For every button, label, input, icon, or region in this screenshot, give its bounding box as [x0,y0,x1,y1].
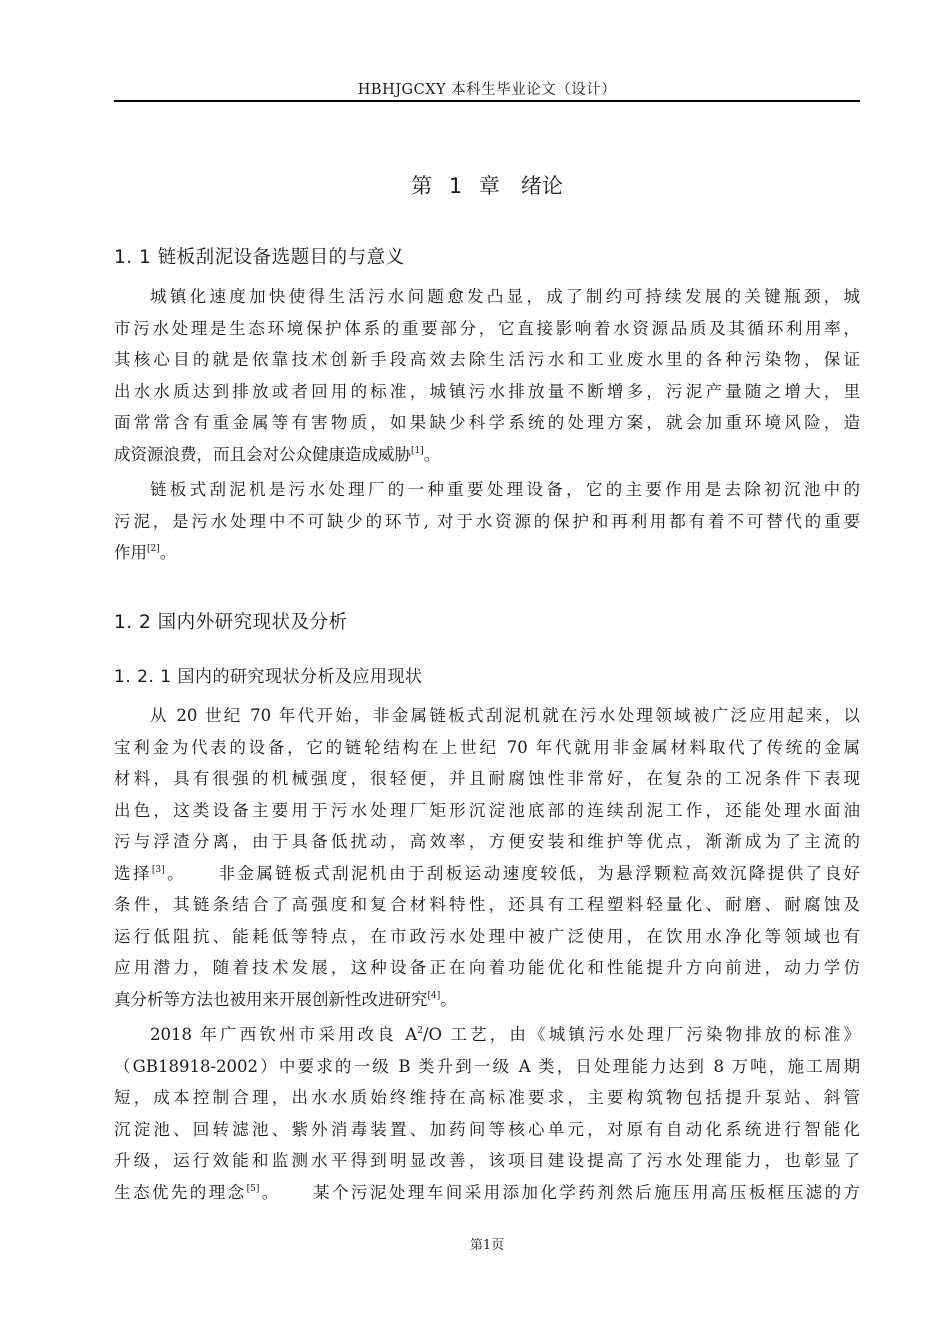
citation-marker: [4] [427,990,441,1001]
citation-marker: [5] [246,1183,260,1194]
section-heading-1-2: 1. 2 国内外研究现状及分析 [114,612,348,633]
text-line: 升级，运行效能和监测水平得到明显改善，该项目建设提高了污水处理能力，也彰显了 [114,1151,860,1170]
text-line [114,984,860,1016]
section-heading-1-2-1: 1. 2. 1 国内的研究现状分析及应用现状 [114,667,423,687]
superscript: 2 [417,1026,423,1036]
text-line [114,1019,860,1051]
text-line: 从 20 世纪 70 年代开始，非金属链板式刮泥机就在污水处理领域被广泛应用起来，以 [150,706,860,725]
text-line: 短，成本控制合理，出水水质始终维持在高标准要求，主要构筑物包括提升泵站、斜管 [114,1088,860,1107]
text-run: /O 工艺，由《城镇污水处理厂污染物排放的标准》 [422,1025,860,1044]
text-line: 应用潜力，随着技术发展，这种设备正在向着功能优化和性能提升方向前进，动力学仿 [114,958,860,977]
paragraph-1-2-1-b [114,1019,860,1208]
text-run: 成资源浪费，而且会对公众健康造成威胁 [114,444,411,464]
text-line: 材料，具有很强的机械强度，很轻便，并且耐腐蚀性非常好，在复杂的工况条件下表现 [114,769,860,788]
text-line: （GB18918-2002）中要求的一级 B 类升到一级 A 类，日处理能力达到 8 万吨，施工周期 [114,1056,860,1076]
paragraph-1-2-1-a [114,700,860,1015]
text-run: 选择 [114,863,152,883]
text-line: 链板式刮泥机是污水处理厂的一种重要处理设备，它的主要作用是去除初沉池中的 [150,480,860,499]
chapter-title: 第 1 章 绪论 [411,174,563,198]
text-run: 2018 年广西钦州市采用改良 A [150,1025,418,1044]
text-run: 真分析等方法也被用来开展创新性改进研究 [114,989,428,1009]
text-line: 运行低阻抗、能耗低等特点，在市政污水处理中被广泛使用，在饮用水净化等领域也有 [114,926,860,946]
text-run: 生态优先的理念 [114,1182,247,1202]
paragraph-1-1-a [114,281,860,470]
text-run: 非金属链板式刮泥机由于刮板运动速度较低，为悬浮颗粒高效沉降提供了良好 [216,863,861,883]
paragraph-1-1-b [114,474,860,569]
text-line [114,439,860,471]
section-heading-1-1: 1. 1 链板刮泥设备选题目的与意义 [114,247,405,268]
text-line: 沉淀池、回转滤池、紫外消毒装置、加药间等核心单元，对原有自动化系统进行智能化 [114,1119,860,1139]
citation-marker: [1] [411,445,424,456]
text-run: 。 [440,989,457,1009]
text-line: 出色，这类设备主要用于污水处理厂矩形沉淀池底部的连续刮泥工作，还能处理水面油 [114,800,860,820]
text-line [114,1177,860,1209]
text-run: 。 [159,543,177,562]
text-line: 污泥，是污水处理中不可缺少的环节, 对于水资源的保护和再利用都有着不可替代的重要 [114,511,860,531]
text-line: 条件，其链条结合了高强度和复合材料特性，还具有工程塑料轻量化、耐磨、耐腐蚀及 [114,895,860,914]
text-line [114,537,860,569]
text-run: 作用 [114,543,147,562]
text-line: 污与浮渣分离，由于具备低扰动，高效率，方便安装和维护等优点，渐渐成为了主流的 [114,832,860,851]
text-line: 宝利金为代表的设备，它的链轮结构在上世纪 70 年代就用非金属材料取代了传统的金属 [114,737,860,757]
text-run: 。 [423,444,441,464]
text-line: 出水水质达到排放或者回用的标准，城镇污水排放量不断增多，污泥产量随之增大，里 [114,381,860,401]
text-run: 。 [259,1182,281,1202]
text-run: 。 [164,863,187,883]
text-line: 城镇化速度加快使得生活污水问题愈发凸显，成了制约可持续发展的关键瓶颈，城 [150,287,860,306]
text-line: 其核心目的就是依靠技术创新手段高效去除生活污水和工业废水里的各种污染物，保证 [114,350,860,369]
text-line: 市污水处理是生态环境保护体系的重要部分，它直接影响着水资源品质及其循环利用率， [114,318,860,338]
text-line [114,858,860,890]
header-rule [114,100,860,102]
text-run: 某个污泥处理车间采用添加化学药剂然后施压用高压板框压滤的方 [310,1182,861,1202]
citation-marker: [3] [151,864,165,875]
citation-marker: [2] [147,544,160,554]
running-header: HBHJGCXY 本科生毕业论文（设计） [357,82,617,98]
text-line: 面常常含有重金属等有害物质，如果缺少科学系统的处理方案，就会加重环境风险，造 [114,413,860,432]
page-number: 第1页 [469,1238,505,1253]
